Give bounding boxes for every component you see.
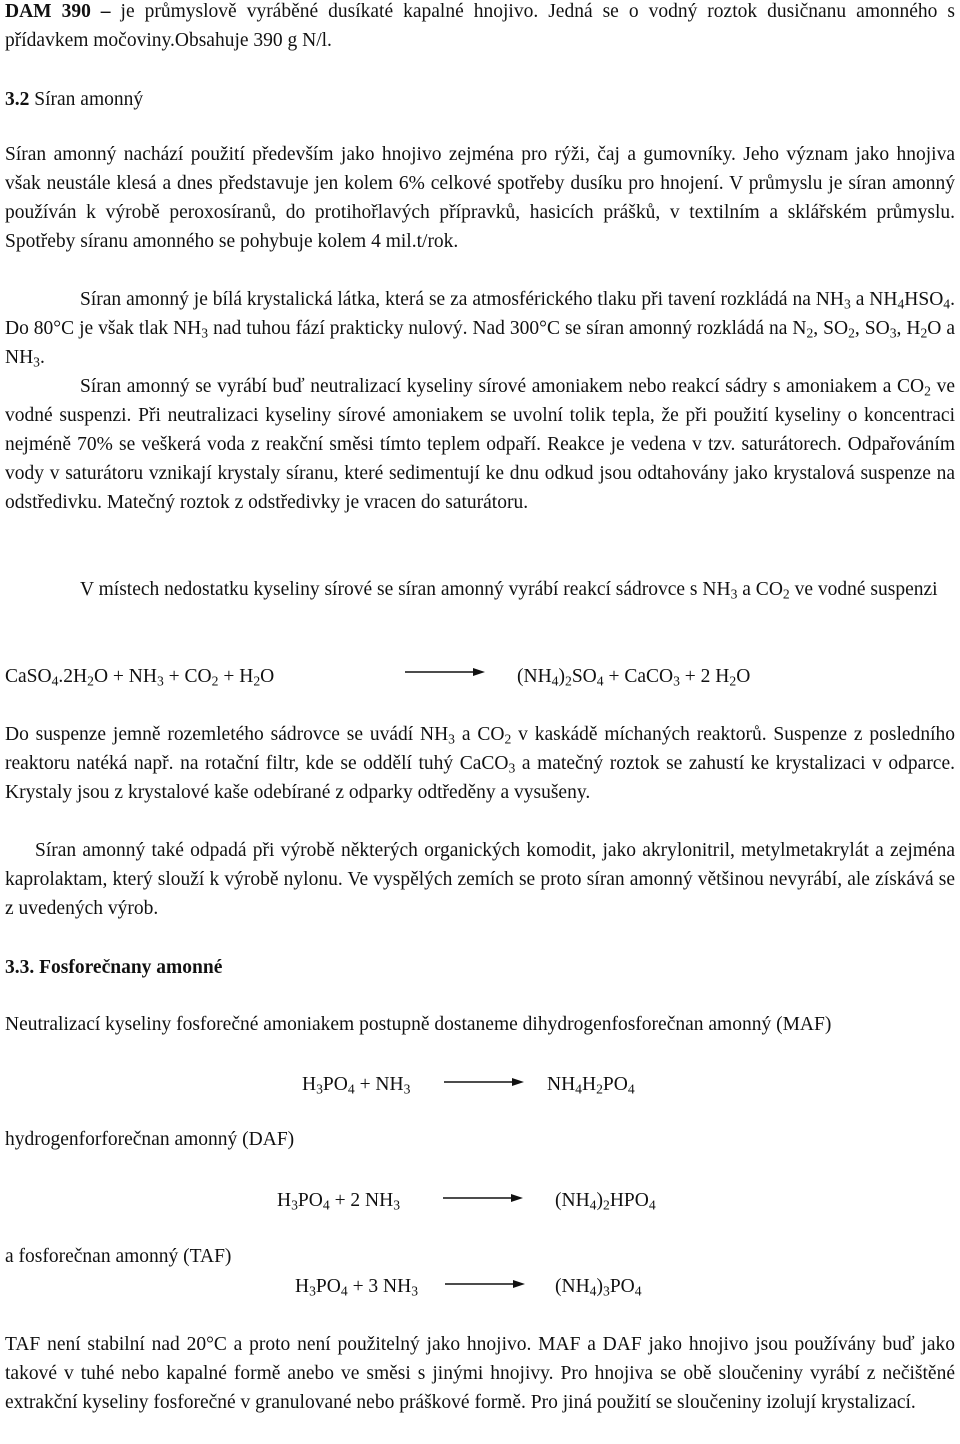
text: PO [602, 1074, 628, 1095]
text: H [277, 1190, 292, 1211]
text: , H [896, 318, 921, 339]
text: V místech nedostatku kyseliny sírové se síran amonný vyrábí reakcí sádrovce s NH [80, 579, 731, 600]
subscript: 3 [33, 354, 40, 370]
equation-gypsum-right [517, 662, 750, 691]
daf-label: hydrogenforforečnan amonný (DAF) [5, 1129, 295, 1150]
subscript: 4 [627, 1081, 635, 1097]
text: ve vodné suspenzi [789, 579, 938, 600]
subscript: 3 [309, 1283, 316, 1299]
subscript: 3 [843, 296, 851, 312]
subscript: 4 [596, 673, 604, 689]
text: H [295, 1276, 310, 1297]
text: . [40, 347, 45, 368]
text: ) [596, 1190, 603, 1211]
equation-taf-left [295, 1272, 418, 1301]
text: ) [596, 1276, 603, 1297]
subscript: 4 [589, 1197, 597, 1213]
text: , SO [813, 318, 849, 339]
intro-lead: DAM 390 – [5, 1, 111, 22]
subscript: 3 [316, 1081, 323, 1097]
text: O a NH [5, 318, 955, 368]
text: O + NH [93, 666, 157, 687]
text: SO [571, 666, 597, 687]
section-3-3-paragraph-2: TAF není stabilní nad 20°C a proto není použitelný jako hnojivo. MAF a DAF jako hnojivo jsou používány buď jako takové v tuhé nebo kapalné formě anebo ve směsi s jinými hnojivy. Pro hnojiva se obě sloučeniny vyrábí z nečištěné extrakční kyseliny fosforečné v granulované nebo práškové formě. Pro jiná použití se sloučeniny izolují krystalizací. [5, 1334, 955, 1413]
subscript: 4 [575, 1081, 582, 1097]
subscript: 2 [504, 731, 512, 747]
subscript: 2 [920, 325, 928, 341]
subscript: 3 [291, 1197, 298, 1213]
text: + NH [354, 1074, 404, 1095]
subscript: 4 [897, 296, 905, 312]
subscript: 2 [924, 383, 931, 399]
subscript: 3 [508, 760, 516, 776]
text: H [582, 1074, 597, 1095]
subscript: 2 [603, 1197, 610, 1213]
taf-label: a fosforečnan amonný (TAF) [5, 1246, 232, 1267]
text: + 2 H [679, 666, 730, 687]
equation-gypsum-left [5, 662, 274, 691]
text: v kaskádě míchaných reaktorů. Suspenze z posledního reaktoru natéká např. na rotační filtr, kde se oddělí tuhý CaCO [5, 724, 955, 774]
text: H [302, 1074, 317, 1095]
section-3-3-heading: 3.3. Fosforečnany amonné [5, 957, 223, 978]
text: HPO [609, 1190, 649, 1211]
text: . Do 80°C je však tlak NH [5, 289, 955, 339]
text: nad tuhou fází prakticky nulový. Nad 300°C se síran amonný rozkládá na N [208, 318, 807, 339]
subscript: 3 [448, 731, 455, 747]
section-3-2-paragraph-4 [5, 575, 955, 604]
equation-daf-left [277, 1186, 400, 1215]
text: + CO [163, 666, 212, 687]
intro-paragraph [5, 0, 955, 55]
section-3-2-paragraph-3 [5, 372, 955, 517]
subscript: 2 [87, 673, 94, 689]
subscript: 3 [603, 1283, 610, 1299]
text: + 3 NH [347, 1276, 412, 1297]
subscript: 4 [589, 1283, 597, 1299]
text: Síran amonný je bílá krystalická látka, která se za atmosférického tlaku při tavení rozkládá na NH [80, 289, 844, 310]
text: PO [609, 1276, 635, 1297]
text: HSO [904, 289, 944, 310]
subscript: 4 [340, 1283, 348, 1299]
text: O [736, 666, 751, 687]
subscript: 3 [889, 325, 897, 341]
reaction-arrow-icon [445, 1274, 525, 1294]
subscript: 2 [729, 673, 737, 689]
text: Do suspenze jemně rozemletého sádrovce se uvádí NH [5, 724, 449, 745]
subscript: 3 [730, 586, 738, 602]
equation-daf-right [555, 1186, 656, 1215]
subscript: 2 [782, 586, 790, 602]
text: PO [297, 1190, 323, 1211]
section-3-2-paragraph-2 [5, 285, 955, 372]
text: (NH [555, 1276, 590, 1297]
text: , SO [854, 318, 890, 339]
text: a CO [737, 579, 783, 600]
text: a CO [455, 724, 505, 745]
equation-maf-left [302, 1070, 410, 1099]
subscript: 4 [347, 1081, 355, 1097]
section-3-2-paragraph-1: Síran amonný nachází použití především jako hnojivo zejména pro rýži, čaj a gumovníky. Jeho význam jako hnojiva však neustále klesá a dnes představuje jen kolem 6% celkové spotřeby dusíku pro hnojení. V průmyslu je síran amonný používán k výrobě peroxosíranů, do protihořlavých přípravků, hasicích prášků, v textilním a sklářském průmyslu. Spotřeby síranu amonného se pohybuje kolem 4 mil.t/rok. [5, 144, 955, 252]
section-3-2-paragraph-6: Síran amonný také odpadá při výrobě některých organických komodit, jako akrylonitril, metylmetakrylát a zejména kaprolaktam, který slouží k výrobě nylonu. Ve vyspělých zemích se proto síran amonný většinou nevyrábí, ale získává se z uvedených výrob. [5, 840, 955, 919]
text: CaSO [5, 666, 52, 687]
reaction-arrow-icon [405, 662, 485, 682]
subscript: 2 [596, 1081, 603, 1097]
section-3-2-number: 3.2 [5, 89, 30, 110]
subscript: 3 [403, 1081, 411, 1097]
text: (NH [517, 666, 552, 687]
text: ) [558, 666, 565, 687]
subscript: 4 [322, 1197, 330, 1213]
text: a NH [850, 289, 898, 310]
subscript: 2 [253, 673, 261, 689]
text: PO [315, 1276, 341, 1297]
section-3-2-paragraph-5 [5, 720, 955, 807]
intro-text: je průmyslově vyráběné dusíkaté kapalné hnojivo. Jedná se o vodný roztok dusičnanu amonného s přídavkem močoviny.Obsahuje 390 g N/l. [5, 1, 955, 51]
subscript: 2 [806, 325, 814, 341]
text: NH [547, 1074, 576, 1095]
subscript: 3 [393, 1197, 401, 1213]
subscript: 2 [848, 325, 855, 341]
text: Síran amonný se vyrábí buď neutralizací kyseliny sírové amoniakem nebo reakcí sádry s amoniakem a CO [80, 376, 925, 397]
text: a matečný roztok se zahustí ke krystalizaci v odparce. Krystaly jsou z krystalové kaše odebírané z odparky odtředěny a vysušeny. [5, 753, 955, 803]
reaction-arrow-icon [443, 1188, 523, 1208]
subscript: 3 [411, 1283, 419, 1299]
text: ve vodné suspenzi. Při neutralizaci kyseliny sírové amoniakem se uvolní tolik tepla, že při použití kyseliny o koncentraci nejméně 70% se veškerá voda z reakční směsi tímto teplem odpaří. Reakce je vedena v tzv. saturátorech. Odpařováním vody v saturátoru vznikají krystaly síranu, které sedimentují ke dnu odkud jsou odtahovány jako krystalová suspenze na odstředivku. Matečný roztok z odstředivky je vracen do saturátoru. [5, 376, 955, 513]
text: + CaCO [603, 666, 674, 687]
subscript: 4 [634, 1283, 642, 1299]
subscript: 4 [943, 296, 951, 312]
subscript: 4 [648, 1197, 656, 1213]
equation-taf-right [555, 1272, 642, 1301]
section-3-2-heading [5, 85, 955, 114]
subscript: 3 [156, 673, 164, 689]
text: PO [322, 1074, 348, 1095]
text: O [260, 666, 275, 687]
section-3-3-paragraph-1: Neutralizací kyseliny fosforečné amoniakem postupně dostaneme dihydrogenfosforečnan amonný (MAF) [5, 1014, 832, 1035]
text: + H [218, 666, 254, 687]
subscript: 2 [565, 673, 572, 689]
subscript: 4 [551, 673, 559, 689]
subscript: 3 [201, 325, 209, 341]
section-3-2-title: Síran amonný [29, 89, 144, 110]
subscript: 4 [51, 673, 59, 689]
reaction-arrow-icon [444, 1072, 524, 1092]
text: .2H [58, 666, 88, 687]
subscript: 2 [211, 673, 219, 689]
equation-maf-right [547, 1070, 635, 1099]
text: + 2 NH [329, 1190, 394, 1211]
text: (NH [555, 1190, 590, 1211]
subscript: 3 [673, 673, 680, 689]
